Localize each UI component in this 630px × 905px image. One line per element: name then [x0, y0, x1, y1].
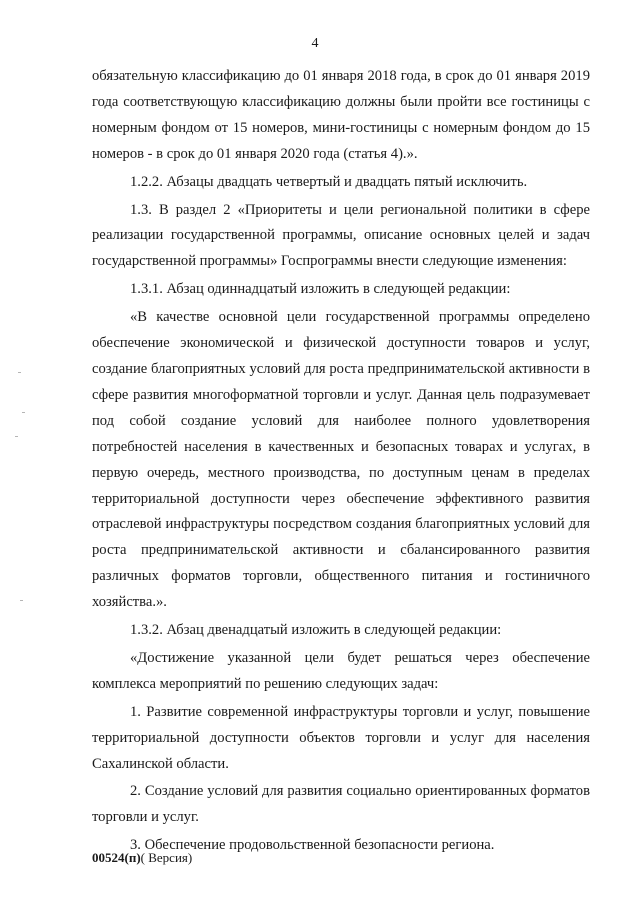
paragraph-continuation: обязательную классификацию до 01 января 2018 года, в срок до 01 января 2019 года соответствующую классификацию должны были пройти все гостиницы с номерным фондом от 15 номеров, мини-гостиницы с номерным фондом до 15 номеров - в срок до 01 января 2020 года (статья 4).». — [92, 68, 590, 162]
paragraph-1-3-2: 1.3.2. Абзац двенадцатый изложить в следующей редакции: — [130, 622, 502, 639]
paragraph-quote-main-goal: «В качестве основной цели государственной программы определено обеспечение экономической и физической доступности товаров и услуг, создание благоприятных условий для роста предпринимательской активности в сфере развития многоформатной торговли и услуг. Данная цель подразумевает под собой создание условий для наиболее полного удовлетворения потребностей населения в качественных и безопасных товарах и услугах, в первую очередь, местного производства, по доступным ценам в пределах территориальной доступности через обеспечение эффективного развития отраслевой инфраструктуры посредством создания благоприятных условий для роста предпринимательской активности и сбалансированного развития различных форматов торговли, общественного питания и гостиничного хозяйства.». — [92, 309, 590, 611]
scan-artifact — [18, 372, 21, 373]
list-item-task-2: 2. Создание условий для развития социально ориентированных форматов торговли и услуг. — [92, 783, 590, 826]
document-code: 00524(п) — [92, 850, 141, 865]
document-footer — [92, 850, 192, 866]
paragraph-quote-tasks: «Достижение указанной цели будет решаться через обеспечение комплекса мероприятий по решению следующих задач: — [92, 649, 590, 692]
page-number: 4 — [311, 36, 319, 51]
scan-artifact — [15, 436, 18, 437]
scan-artifact — [22, 412, 25, 413]
document-body — [92, 64, 590, 859]
list-item-task-3: 3. Обеспечение продовольственной безопасности региона. — [130, 837, 495, 854]
scan-artifact — [20, 600, 23, 601]
paragraph-1-3: 1.3. В раздел 2 «Приоритеты и цели региональной политики в сфере реализации государственной программы, описание основных целей и задач государственной программы» Госпрограммы внести следующие изменения: — [92, 201, 590, 270]
paragraph-1-2-2: 1.2.2. Абзацы двадцать четвертый и двадцать пятый исключить. — [130, 173, 528, 190]
list-item-task-1: 1. Развитие современной инфраструктуры торговли и услуг, повышение территориальной доступности объектов торговли и услуг для населения Сахалинской области. — [92, 703, 590, 772]
paragraph-1-3-1: 1.3.1. Абзац одиннадцатый изложить в следующей редакции: — [130, 281, 511, 298]
document-version: ( Версия) — [140, 850, 193, 865]
